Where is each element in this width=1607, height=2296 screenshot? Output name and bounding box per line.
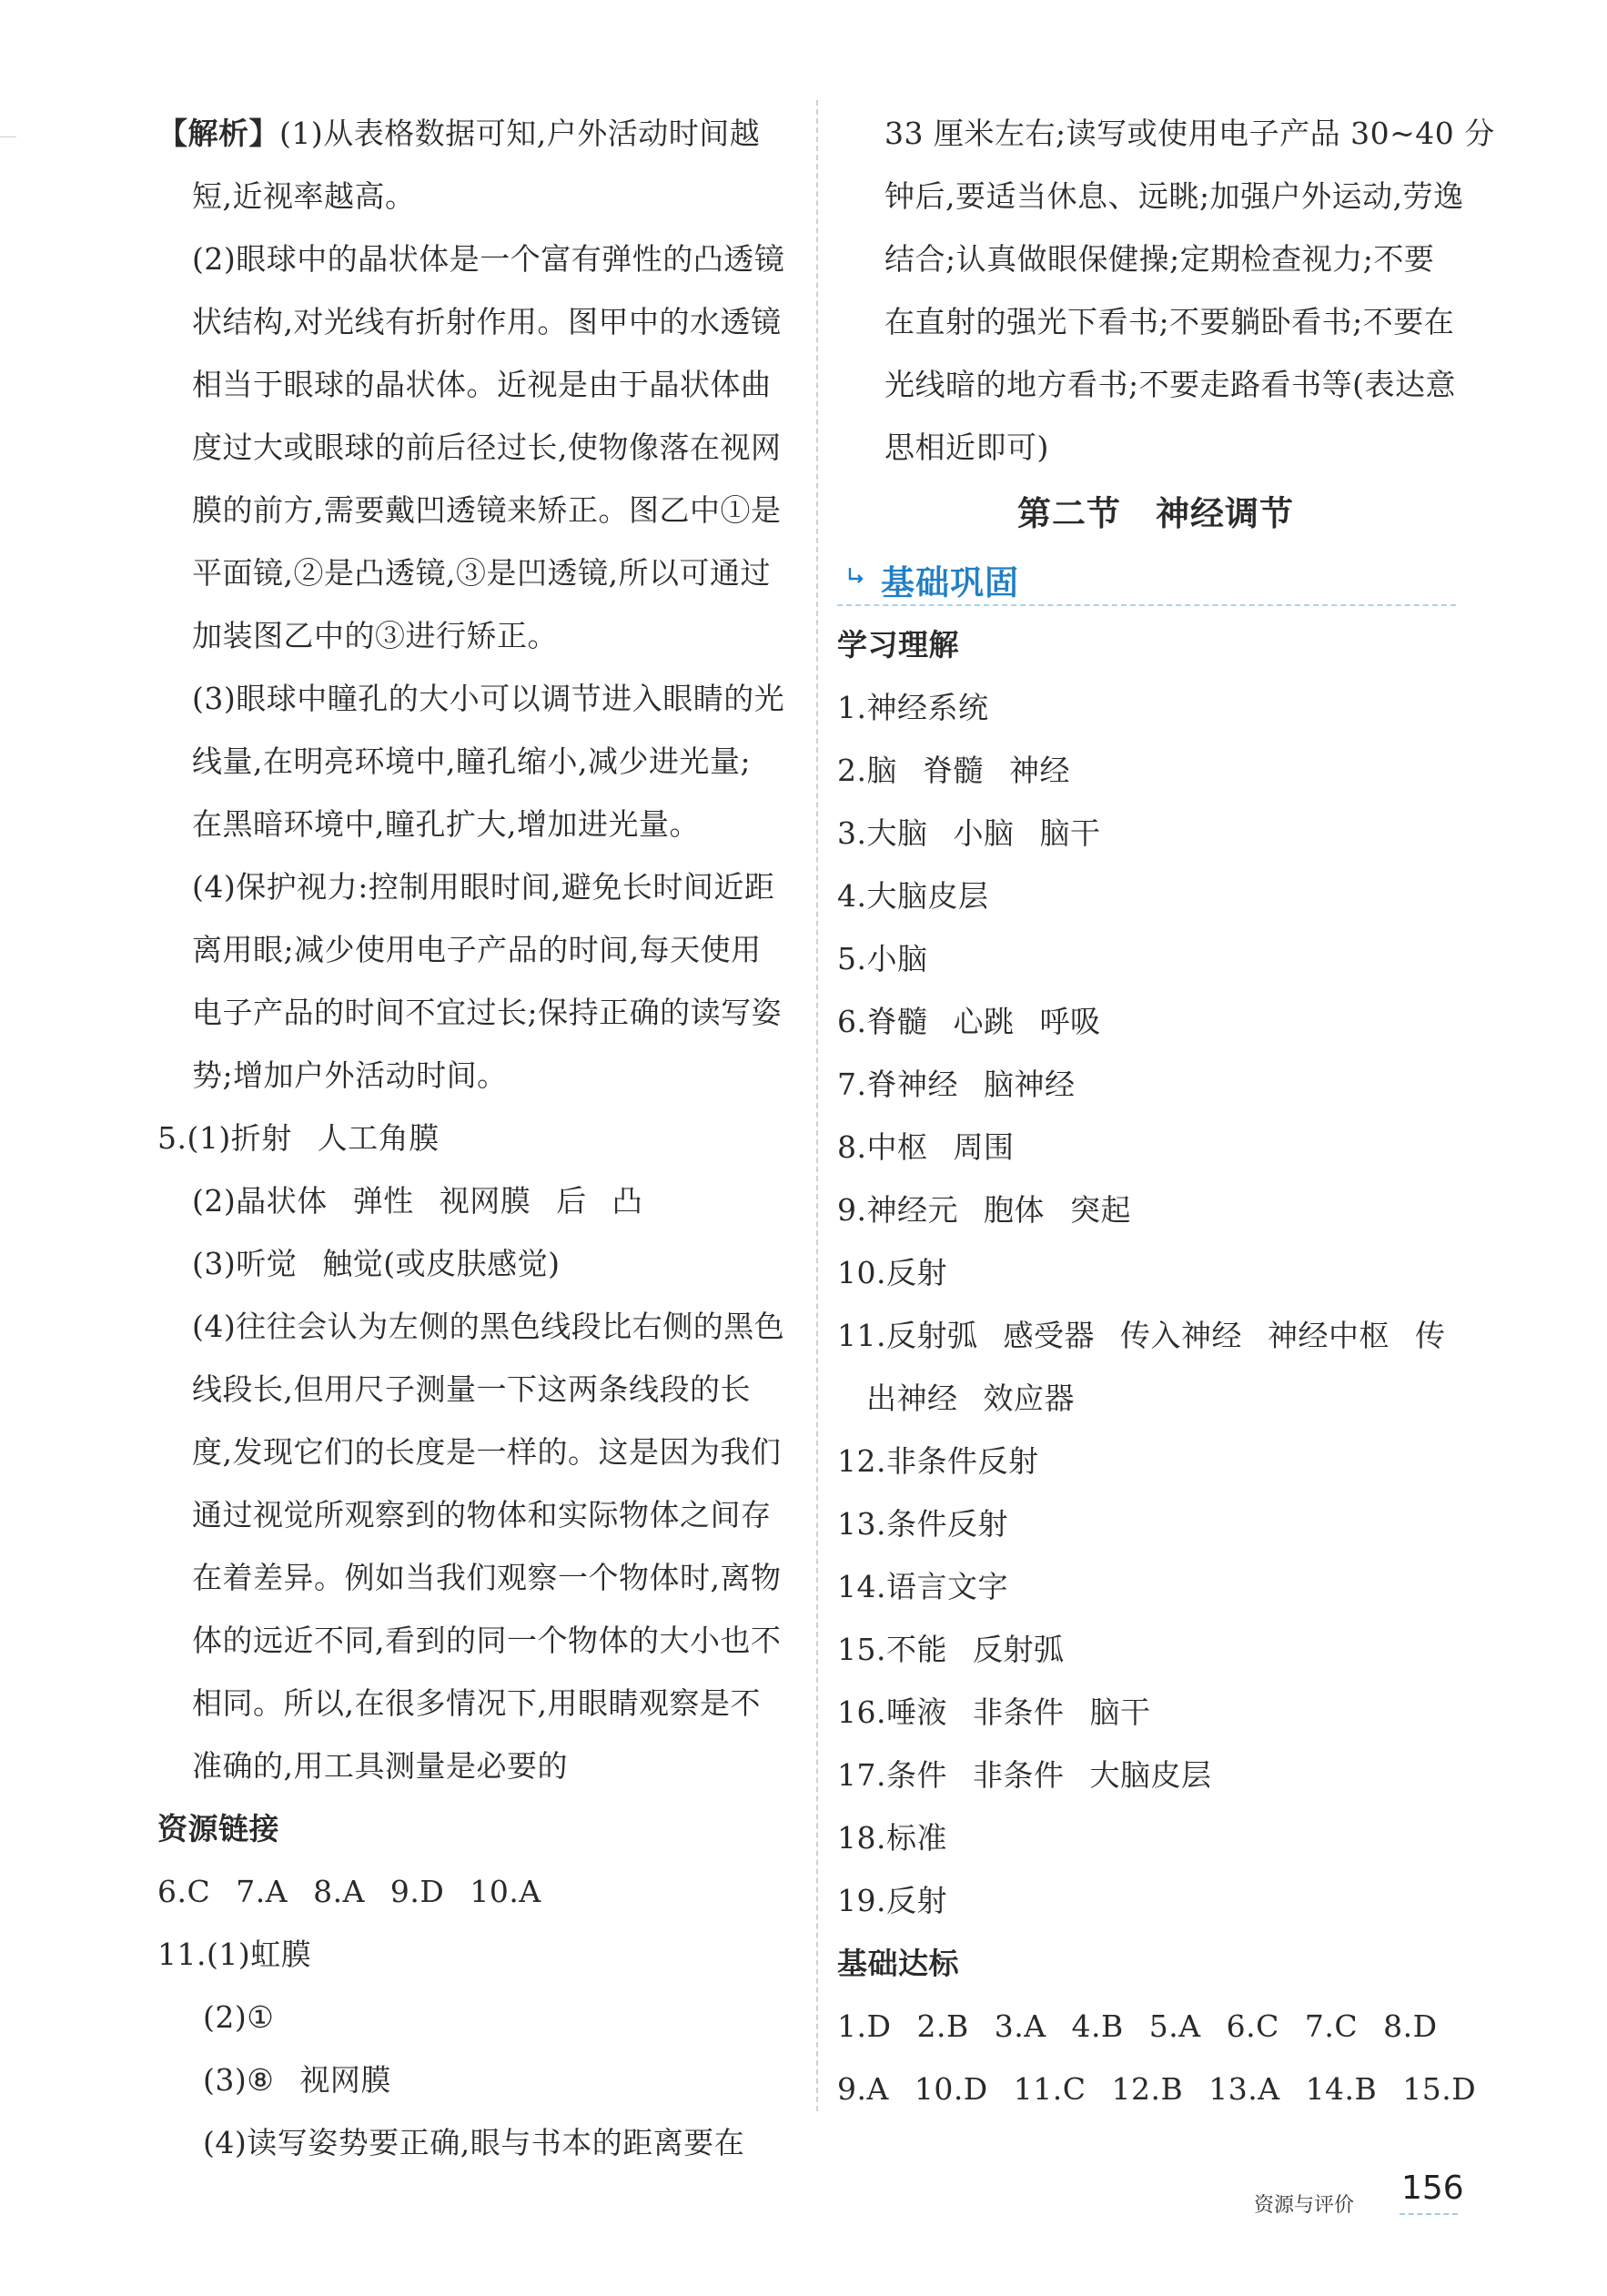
answer-token: 8.A xyxy=(313,1874,365,1909)
analysis-text: 平面镜,②是凸透镜,③是凹透镜,所以可通过 xyxy=(192,555,771,591)
page-number-rule xyxy=(1400,2213,1458,2215)
basic-answers-row1 xyxy=(837,1995,1474,2058)
list-item xyxy=(837,1241,1474,1304)
analysis-line xyxy=(157,541,799,604)
q5-part1 xyxy=(157,1107,799,1169)
answer-token: 视网膜 xyxy=(299,2062,391,2098)
answer-token: 传入神经 xyxy=(1119,1318,1242,1353)
q5-part4-line: 通过视觉所观察到的物体和实际物体之间存 xyxy=(192,1497,772,1532)
answer-token: 2.B xyxy=(916,2008,969,2044)
answer-token: 视网膜 xyxy=(439,1183,531,1219)
q11-part2 xyxy=(157,1986,799,2048)
learning-heading: 学习理解 xyxy=(837,627,959,663)
answer-token: 小脑 xyxy=(866,941,928,976)
answer-token: 反射 xyxy=(885,1883,947,1918)
analysis-text: 膜的前方,需要戴凹透镜来矫正。图乙中①是 xyxy=(192,492,782,528)
list-item xyxy=(837,1304,1474,1367)
list-item xyxy=(837,865,1474,927)
analysis-text: 离用眼;减少使用电子产品的时间,每天使用 xyxy=(192,932,762,967)
answer-token: 神经元 xyxy=(866,1192,958,1228)
answer-token: 6.C xyxy=(157,1874,211,1909)
analysis-tag: 【解析】 xyxy=(157,116,279,151)
banner-label: 基础巩固 xyxy=(881,563,1019,602)
analysis-line xyxy=(157,290,799,353)
answer-token: 神经系统 xyxy=(866,690,989,725)
analysis-line xyxy=(157,228,799,290)
item-number: 17. xyxy=(837,1757,886,1793)
analysis-text: 在黑暗环境中,瞳孔扩大,增加进光量。 xyxy=(192,806,700,842)
learning-list xyxy=(837,676,1474,1932)
item-number: 5. xyxy=(837,941,867,976)
section-banner xyxy=(837,550,1456,613)
resources-answers xyxy=(157,1860,799,1923)
item-number: 12. xyxy=(837,1443,886,1479)
analysis-line xyxy=(157,1044,799,1107)
analysis-text: 度过大或眼球的前后径过长,使物像落在视网 xyxy=(192,430,782,465)
column-divider xyxy=(816,100,818,2111)
item-number: 6. xyxy=(837,1004,867,1039)
resources-heading: 资源链接 xyxy=(157,1811,279,1846)
q11-part1 xyxy=(157,1923,799,1986)
continuation-line: 结合;认真做眼保健操;定期检查视力;不要 xyxy=(884,241,1435,277)
analysis-line xyxy=(157,793,799,855)
answer-token: 6.C xyxy=(1226,2008,1279,2044)
answer-token: 触觉(或皮肤感觉) xyxy=(322,1246,561,1281)
analysis-line xyxy=(157,102,799,165)
item-number: 9. xyxy=(837,1192,867,1228)
answer-token: 12.B xyxy=(1111,2071,1184,2107)
answer-token: 1.D xyxy=(837,2008,892,2044)
analysis-line xyxy=(157,604,799,667)
answer-token: 弹性 xyxy=(352,1183,414,1219)
answer-token: 13.A xyxy=(1208,2071,1280,2107)
answer-token: 10.A xyxy=(470,1874,541,1909)
answer-token: (2)晶状体 xyxy=(192,1183,328,1219)
answer-token: 心跳 xyxy=(953,1004,1015,1039)
answer-token: 周围 xyxy=(953,1129,1015,1165)
answer-token: 大脑 xyxy=(866,815,928,851)
answer-token: 条件 xyxy=(885,1757,947,1793)
q5-part4-line: (4)往往会认为左侧的黑色线段比右侧的黑色 xyxy=(192,1309,785,1344)
item-number: 11. xyxy=(837,1318,886,1353)
q5-part4 xyxy=(157,1295,799,1797)
q5-part4-line: 线段长,但用尺子测量一下这两条线段的长 xyxy=(192,1371,751,1407)
answer-token: 呼吸 xyxy=(1039,1004,1101,1039)
analysis-text: 势;增加户外活动时间。 xyxy=(192,1057,508,1093)
continuation-line: 思相近即可) xyxy=(884,430,1049,465)
q5-part4-line: 准确的,用工具测量是必要的 xyxy=(192,1748,568,1784)
analysis-text: (1)从表格数据可知,户外活动时间越 xyxy=(279,116,761,151)
answer-token: 脑神经 xyxy=(984,1067,1076,1102)
answer-token: 后 xyxy=(556,1183,587,1219)
answer-token: 大脑皮层 xyxy=(1089,1757,1212,1793)
analysis-line xyxy=(157,730,799,793)
analysis-text: 线量,在明亮环境中,瞳孔缩小,减少进光量; xyxy=(192,743,752,779)
list-item xyxy=(837,1430,1474,1492)
analysis-text: 状结构,对光线有折射作用。图甲中的水透镜 xyxy=(192,304,782,339)
answer-token: 传 xyxy=(1414,1318,1446,1353)
analysis-text: (4)保护视力:控制用眼时间,避免长时间近距 xyxy=(192,869,775,905)
answer-token: 11.C xyxy=(1013,2071,1086,2107)
analysis-text: 电子产品的时间不宜过长;保持正确的读写姿 xyxy=(192,995,783,1030)
item-number: 8. xyxy=(837,1129,867,1165)
continuation-line: 在直射的强光下看书;不要躺卧看书;不要在 xyxy=(884,304,1455,339)
list-item xyxy=(837,1367,1474,1430)
answer-token: 非条件反射 xyxy=(885,1443,1039,1479)
answer-token: 9.A xyxy=(837,2071,889,2107)
answer-token: (3)听觉 xyxy=(192,1246,298,1281)
analysis-text: 短,近视率越高。 xyxy=(192,178,416,214)
analysis-block xyxy=(157,102,799,1107)
answer-token: 10.D xyxy=(914,2071,988,2107)
list-item xyxy=(837,802,1474,865)
continuation-line: 33 厘米左右;读写或使用电子产品 30~40 分 xyxy=(884,116,1495,151)
answer-token: 3.A xyxy=(994,2008,1046,2044)
answer-token: (3)⑧ xyxy=(203,2062,275,2098)
left-column xyxy=(157,102,799,2174)
answer-token: 大脑皮层 xyxy=(866,878,989,914)
answer-token: 8.D xyxy=(1383,2008,1438,2044)
answer-token: 反射弧 xyxy=(972,1632,1065,1667)
list-item xyxy=(837,1806,1474,1869)
answer-token: 非条件 xyxy=(972,1694,1065,1730)
answer-token: 效应器 xyxy=(983,1381,1075,1416)
answer-token: 脊髓 xyxy=(866,1004,928,1039)
answer-token: 出神经 xyxy=(866,1381,958,1416)
analysis-line xyxy=(157,165,799,228)
answer-token: 胞体 xyxy=(984,1192,1045,1228)
answer-token: 人工角膜 xyxy=(317,1120,440,1156)
item-number: 10. xyxy=(837,1255,886,1290)
section-title: 第二节 神经调节 xyxy=(1017,494,1294,533)
answer-token: (2)① xyxy=(203,1999,275,2035)
answer-token: 反射弧 xyxy=(885,1318,978,1353)
list-item xyxy=(837,676,1474,739)
answer-token: 凸 xyxy=(611,1183,643,1219)
item-number: 2. xyxy=(837,753,867,788)
list-item xyxy=(837,1869,1474,1932)
answer-token: 神经 xyxy=(1009,753,1070,788)
analysis-line xyxy=(157,855,799,918)
q11-part4: (4)读写姿势要正确,眼与书本的距离要在 xyxy=(203,2125,745,2160)
answer-token: 反射 xyxy=(885,1255,947,1290)
answer-token: 不能 xyxy=(885,1632,947,1667)
basic-heading: 基础达标 xyxy=(837,1946,959,1981)
analysis-line xyxy=(157,918,799,981)
item-number: 3. xyxy=(837,815,867,851)
answer-token: 7.A xyxy=(236,1874,288,1909)
q5-part4-line: 在着差异。例如当我们观察一个物体时,离物 xyxy=(192,1560,782,1595)
answer-token: 9.D xyxy=(389,1874,445,1909)
answer-token: (1)虹膜 xyxy=(206,1937,312,1972)
banner-rule xyxy=(837,604,1456,606)
answer-token: 感受器 xyxy=(1003,1318,1095,1353)
q11-part3 xyxy=(157,2048,799,2111)
item-number: 13. xyxy=(837,1506,886,1542)
q5-part4-line: 度,发现它们的长度是一样的。这是因为我们 xyxy=(192,1434,782,1470)
continuation-block xyxy=(837,102,1495,479)
answer-token: 中枢 xyxy=(866,1129,928,1165)
item-number: 18. xyxy=(837,1820,886,1856)
right-column xyxy=(837,102,1495,2120)
list-item xyxy=(837,1178,1474,1241)
list-item xyxy=(837,1555,1474,1618)
analysis-line xyxy=(157,667,799,730)
analysis-line xyxy=(157,479,799,541)
list-item xyxy=(837,1053,1474,1116)
corner-arrow-icon xyxy=(846,564,866,584)
continuation-line: 光线暗的地方看书;不要走路看书等(表达意 xyxy=(884,367,1456,402)
analysis-line xyxy=(157,416,799,479)
item-number: 14. xyxy=(837,1569,886,1604)
answer-token: 14.B xyxy=(1305,2071,1378,2107)
list-item xyxy=(837,739,1474,802)
list-item xyxy=(837,1116,1474,1178)
answer-token: (1)折射 xyxy=(187,1120,292,1156)
analysis-line xyxy=(157,981,799,1044)
item-number: 1. xyxy=(837,690,867,725)
list-item xyxy=(837,1681,1474,1744)
answer-token: 脊髓 xyxy=(923,753,984,788)
list-item xyxy=(837,927,1474,990)
list-item xyxy=(837,1492,1474,1555)
answer-token: 神经中枢 xyxy=(1267,1318,1390,1353)
item-number: 4. xyxy=(837,878,867,914)
list-item xyxy=(837,990,1474,1053)
answer-token: 标准 xyxy=(885,1820,947,1856)
answer-token: 4.B xyxy=(1071,2008,1124,2044)
answer-token: 7.C xyxy=(1304,2008,1359,2044)
answer-token: 非条件 xyxy=(972,1757,1065,1793)
page-number: 156 xyxy=(1401,2170,1464,2207)
list-item xyxy=(837,1744,1474,1806)
item-number: 15. xyxy=(837,1632,886,1667)
list-item xyxy=(837,1618,1474,1681)
answer-token: 语言文字 xyxy=(885,1569,1008,1604)
analysis-text: 相当于眼球的晶状体。近视是由于晶状体曲 xyxy=(192,367,772,402)
analysis-text: (2)眼球中的晶状体是一个富有弹性的凸透镜 xyxy=(192,241,785,277)
analysis-line xyxy=(157,353,799,416)
answer-token: 5.A xyxy=(1148,2008,1201,2044)
answer-token: 脑干 xyxy=(1039,815,1101,851)
question-number: 11. xyxy=(157,1937,207,1972)
item-number: 7. xyxy=(837,1067,867,1102)
q5-part4-line: 相同。所以,在很多情况下,用眼睛观察是不 xyxy=(192,1685,761,1721)
analysis-text: (3)眼球中瞳孔的大小可以调节进入眼睛的光 xyxy=(192,681,785,716)
q5-part3 xyxy=(157,1232,799,1295)
answer-token: 脑干 xyxy=(1089,1694,1151,1730)
continuation-line: 钟后,要适当休息、远眺;加强户外运动,劳逸 xyxy=(884,178,1464,214)
question-number: 5. xyxy=(157,1120,187,1156)
answer-token: 小脑 xyxy=(953,815,1015,851)
q5-part2 xyxy=(157,1169,799,1232)
item-number: 19. xyxy=(837,1883,886,1918)
footer-label: 资源与评价 xyxy=(1254,2194,1355,2217)
answer-token: 条件反射 xyxy=(885,1506,1008,1542)
answer-token: 脊神经 xyxy=(866,1067,958,1102)
q5-part4-line: 体的远近不同,看到的同一个物体的大小也不 xyxy=(192,1623,782,1658)
answer-token: 突起 xyxy=(1070,1192,1131,1228)
answer-token: 脑 xyxy=(866,753,897,788)
answer-token: 唾液 xyxy=(885,1694,947,1730)
answer-token: 15.D xyxy=(1402,2071,1477,2107)
analysis-text: 加装图乙中的③进行矫正。 xyxy=(192,618,558,653)
basic-answers-row2 xyxy=(837,2058,1477,2120)
item-number: 16. xyxy=(837,1694,886,1730)
